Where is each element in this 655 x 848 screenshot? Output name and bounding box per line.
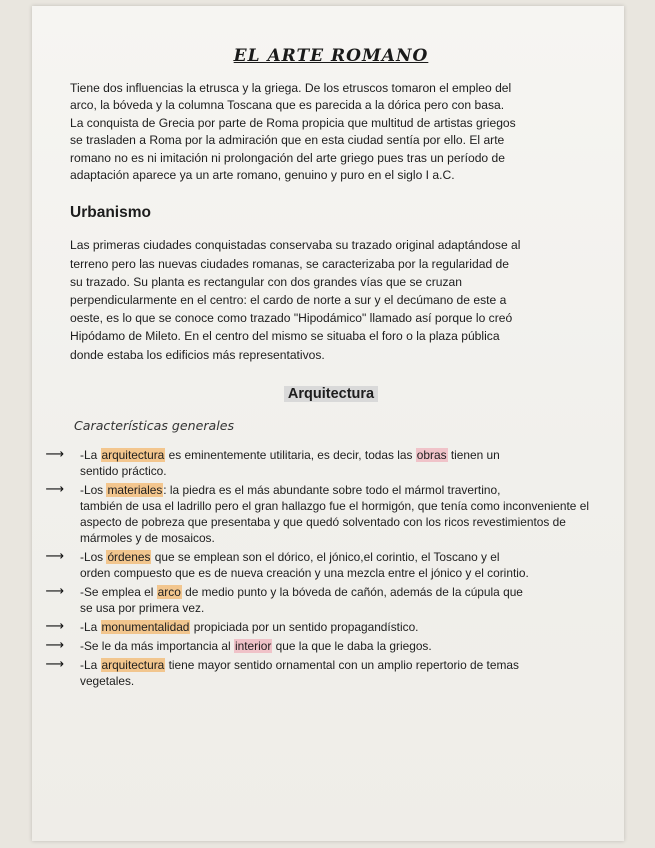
urbanismo-line: su trazado. Su planta es rectangular con dos grandes vías que se cruzan — [70, 274, 462, 289]
document-title: EL ARTE ROMANO — [233, 46, 429, 66]
intro-line: La conquista de Grecia por parte de Roma propicia que multitud de artistas griegos — [70, 115, 516, 130]
list-item — [45, 618, 592, 635]
intro-line: Tiene dos influencias la etrusca y la griega. De los etruscos tomaron el empleo del — [70, 81, 512, 95]
item-text: que se emplean son el dórico, el jónico,el corintio, el Toscano y el — [151, 549, 500, 564]
arquitectura-heading-text: Arquitectura — [284, 386, 378, 402]
item-text: de medio punto y la bóveda de cañón, además de la cúpula que — [181, 584, 523, 599]
item-prefix: -La — [80, 447, 101, 462]
highlighted-term: monumentalidad — [101, 619, 190, 634]
urbanismo-line: Hipódamo de Mileto. En el centro del mismo se situaba el foro o la plaza pública — [70, 329, 500, 344]
arrow-icon: ⟶ — [45, 583, 64, 599]
highlighted-term: arquitectura — [101, 447, 165, 462]
item-continuation: orden compuesto que es de nueva creación y una mezcla entre el jónico y el corintio. — [80, 565, 529, 580]
item-prefix: -Los — [80, 482, 107, 497]
intro-line: adaptación aparece ya un arte romano, genuino y puro en el siglo I a.C. — [70, 168, 455, 183]
document-page — [32, 6, 624, 841]
highlighted-term: interior — [235, 638, 272, 653]
urbanismo-paragraph — [70, 236, 592, 363]
arquitectura-heading — [70, 386, 592, 402]
urbanismo-heading: Urbanismo — [70, 204, 151, 222]
arrow-icon: ⟶ — [45, 481, 64, 497]
item-text: : la piedra es el más abundante sobre todo el mármol travertino, — [163, 482, 501, 497]
urbanismo-line: donde estaba los edificios más representativos. — [70, 347, 325, 362]
caracteristicas-subheading: Características generales — [74, 417, 235, 433]
highlighted-term: materiales — [107, 482, 163, 497]
intro-paragraph — [70, 80, 592, 184]
list-item — [45, 548, 592, 581]
arrow-icon: ⟶ — [45, 618, 64, 634]
intro-line: arco, la bóveda y la columna Toscana que es parecida a la dórica pero con basa. — [70, 98, 505, 113]
item-text: propiciada por un sentido propagandístico. — [190, 619, 419, 634]
list-item — [45, 656, 592, 689]
item-continuation: vegetales. — [80, 673, 135, 688]
item-prefix: -La — [80, 619, 101, 634]
list-item — [45, 481, 592, 546]
urbanismo-line: terreno pero las nuevas ciudades romanas, se caracterizaba por la regularidad de — [70, 256, 509, 271]
item-prefix: -Los — [80, 549, 107, 564]
item-prefix: -La — [80, 657, 101, 672]
item-prefix: -Se le da más importancia al — [80, 638, 234, 653]
item-continuation: se usa por primera vez. — [80, 600, 205, 615]
intro-line: se trasladen a Roma por la admiración que en esta ciudad sentía por ello. El arte — [70, 133, 505, 148]
urbanismo-line: Las primeras ciudades conquistadas conservaba su trazado original adaptándose al — [70, 238, 521, 253]
item-continuation: también de usa el ladrillo pero el gran hallazgo fue el hormigón, que tenía como inconveniente el aspecto de pobreza que presentaba y que quedó solventado con los ricos revestimientos de mármoles y de mosaicos. — [80, 498, 589, 545]
item-text: tienen un — [447, 447, 500, 462]
item-text: tiene mayor sentido ornamental con un amplio repertorio de temas — [165, 657, 519, 672]
item-continuation: sentido práctico. — [80, 463, 167, 478]
item-text: es eminentemente utilitaria, es decir, todas las — [165, 447, 416, 462]
arrow-icon: ⟶ — [45, 446, 64, 462]
list-item — [45, 446, 592, 479]
arrow-icon: ⟶ — [45, 656, 64, 672]
urbanismo-line: oeste, es lo que se conoce como trazado "Hipodámico" llamado así porque lo creó — [70, 311, 513, 326]
item-text: que la que le daba la griegos. — [272, 638, 432, 653]
list-item — [45, 583, 592, 616]
arrow-icon: ⟶ — [45, 637, 64, 653]
intro-line: romano no es ni imitación ni prolongación del arte griego pues tras un período de — [70, 150, 505, 165]
highlighted-term: órdenes — [107, 549, 151, 564]
arrow-icon: ⟶ — [45, 548, 64, 564]
highlighted-term: arquitectura — [101, 657, 165, 672]
highlighted-term: obras — [416, 447, 447, 462]
document-content — [45, 46, 592, 692]
highlighted-term: arco — [157, 584, 181, 599]
item-prefix: -Se emplea el — [80, 584, 157, 599]
urbanismo-line: perpendicularmente en el centro: el cardo de norte a sur y el decúmano de este a — [70, 293, 507, 308]
list-item — [45, 637, 592, 654]
characteristics-list — [45, 446, 592, 689]
